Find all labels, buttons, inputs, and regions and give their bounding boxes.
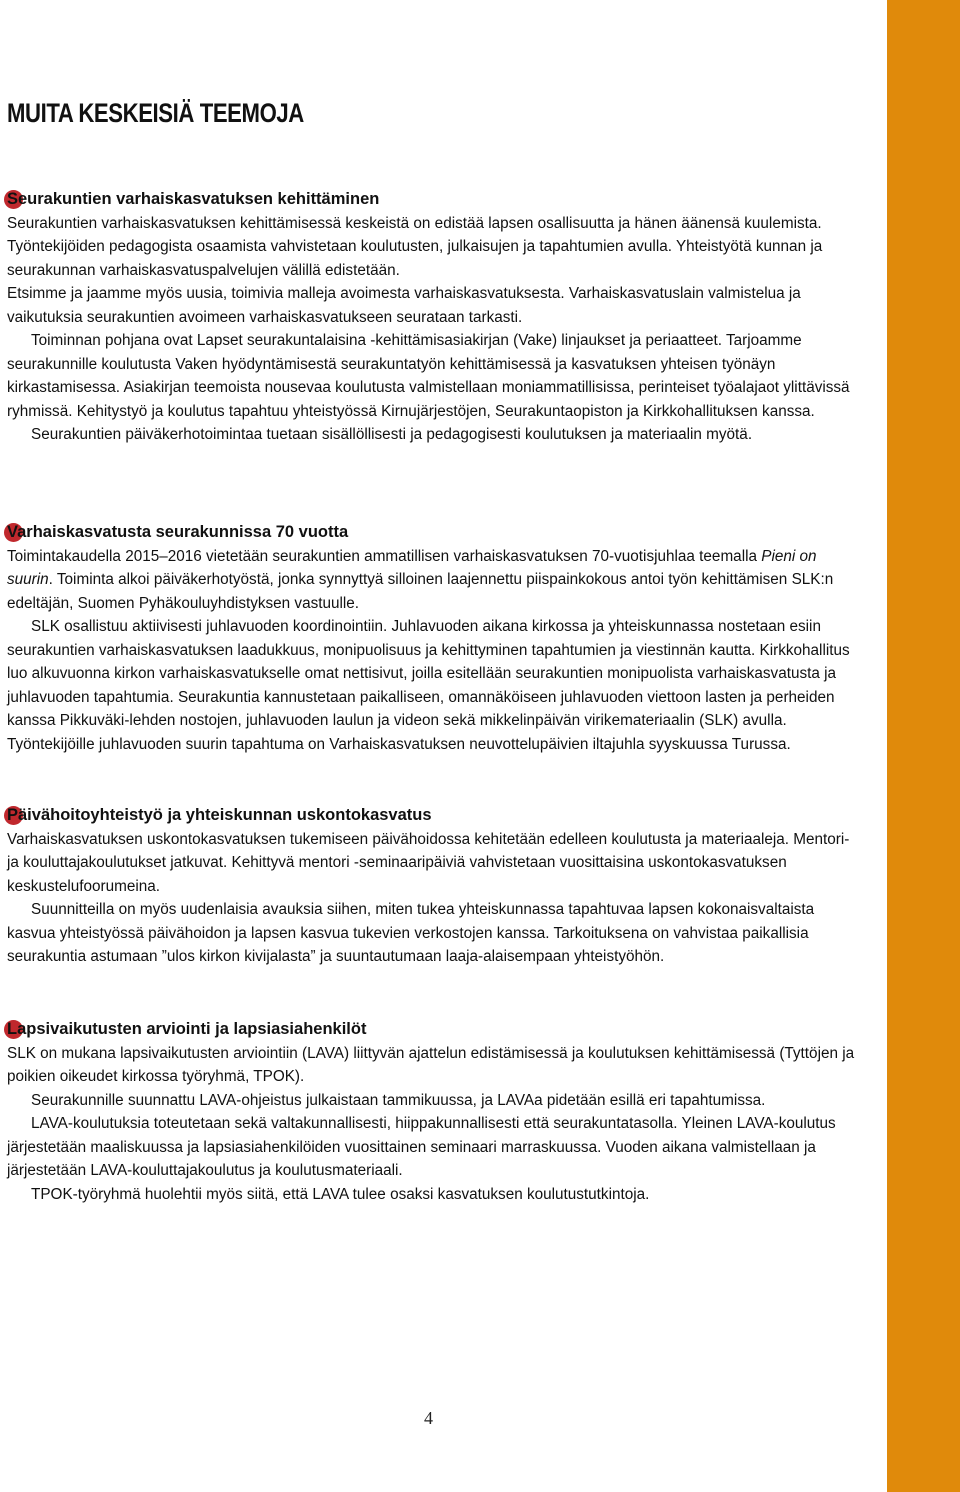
paragraph: SLK on mukana lapsivaikutusten arviointiin (LAVA) liittyvän ajattelun edistämisessä ja koulutuksen kehittämisessä (Tyttöjen ja poikien oikeudet kirkossa työryhmä, TPOK).	[7, 1044, 855, 1085]
orange-side-bar	[887, 0, 960, 1492]
section-lapsivaikutusten-arviointi	[7, 1018, 857, 1206]
section-heading: Päivähoitoyhteistyö ja yhteiskunnan uskontokasvatus	[7, 804, 857, 828]
section-paivahoitoyhteistyo	[7, 804, 857, 969]
paragraph: Seurakuntien varhaiskasvatuksen kehittämisessä keskeistä on edistää lapsen osallisuutta ja hänen äänensä kuulemista. Työntekijöiden pedagogista osaamista vahvistetaan koulutusten, julkaisujen ja tapahtumien avulla. Yhteistyötä kunnan ja seurakunnan varhaiskasvatuspalvelujen välillä edistetään.	[7, 214, 823, 279]
section-varhaiskasvatuksen-kehittaminen	[7, 188, 857, 447]
section-heading: Seurakuntien varhaiskasvatuksen kehittäminen	[7, 188, 857, 212]
paragraph: Etsimme ja jaamme myös uusia, toimivia malleja avoimesta varhaiskasvatuksesta. Varhaiskasvatuslain valmistelua ja vaikutuksia seurakuntien avoimeen varhaiskasvatukseen seurataan tarkasti.	[7, 285, 801, 326]
section-70-vuotta	[7, 521, 857, 756]
paragraph: LAVA-koulutuksia toteutetaan sekä valtakunnallisesti, hiippakunnallisesti että seurakuntatasolla. Yleinen LAVA-koulutus järjestetään maaliskuussa ja lapsiasiahenkilöiden vuosittainen seminaari marraskuussa. Vuoden aikana valmistellaan ja järjestetään LAVA-kouluttajakoulutus ja koulutusmateriaali.	[7, 1115, 836, 1179]
paragraph: Suunnitteilla on myös uudenlaisia avauksia siihen, miten tukea yhteiskunnassa tapahtuvaa lapsen kokonaisvaltaista kasvua yhteistyössä päivähoidon ja lapsen kasvua tukevien verkostojen kanssa. Tarkoituksena on vahvistaa paikallisia seurakuntia astumaan ”ulos kirkon kivijalasta” ja suuntautumaan laaja-alaisempaan yhteistyöhön.	[7, 901, 815, 965]
paragraph: Toimintakaudella 2015–2016 vietetään seurakuntien ammatillisen varhaiskasvatuksen 70-vuotisjuhlaa teemalla Pieni on suurin. Toiminta alkoi päiväkerhotyöstä, jonka synnyttyä silloinen laajennettu piispainkokous antoi työn kehittämisen SLK:n edeltäjän, Suomen Pyhäkouluyhdistyksen vastuulle.	[7, 547, 834, 612]
paragraph: SLK osallistuu aktiivisesti juhlavuoden koordinointiin. Juhlavuoden aikana kirkossa ja yhteiskunnassa nostetaan esiin seurakuntien varhaiskasvatuksen laadukkuus, monipuolisuus ja kehittyminen tapahtumien ja viestinnän kautta. Kirkkohallitus luo alkuvuonna kirkon varhaiskasvatukselle omat nettisivut, joilla esitellään seurakuntien monipuolista varhaiskasvatusta ja juhlavuoden tapahtumia. Seurakuntia kannustetaan paikalliseen, omannäköiseen juhlavuoden viettoon lasten ja perheiden kanssa Pikkuväki-lehden nostojen, juhlavuoden laulun ja videon sekä mikkelinpäivän virikemateriaalin (SLK) avulla. Työntekijöille juhlavuoden suurin tapahtuma on Varhaiskasvatuksen neuvottelupäivien iltajuhla syyskuussa Turussa.	[7, 618, 850, 753]
paragraph: Toiminnan pohjana ovat Lapset seurakuntalaisina -kehittämisasiakirjan (Vake) linjaukset ja periaatteet. Tarjoamme seurakunnille koulutusta Vaken hyödyntämisestä seurakuntatyön kehittämisessä ja kasvatuksen yhteisen työnäyn kirkastamisessa. Asiakirjan teemoista nousevaa koulutusta valmistellaan moniammatillisissa, perinteiset työalajaot ylittävissä ryhmissä. Kehitystyö ja koulutus tapahtuu yhteistyössä Kirnujärjestöjen, Seurakuntaopiston ja Kirkkohallituksen kanssa.	[7, 332, 850, 420]
paragraph: Seurakuntien päiväkerhotoimintaa tuetaan sisällöllisesti ja pedagogisesti koulutuksen ja materiaalin myötä.	[31, 426, 753, 443]
paragraph: TPOK-työryhmä huolehtii myös siitä, että LAVA tulee osaksi kasvatuksen koulutustutkintoja.	[31, 1185, 650, 1203]
page-title: MUITA KESKEISIÄ TEEMOJA	[7, 98, 304, 128]
section-heading: Varhaiskasvatusta seurakunnissa 70 vuotta	[7, 521, 857, 545]
paragraph: Seurakunnille suunnattu LAVA-ohjeistus julkaistaan tammikuussa, ja LAVAa pidetään esillä eri tapahtumissa.	[31, 1091, 766, 1109]
section-heading: Lapsivaikutusten arviointi ja lapsiasiahenkilöt	[7, 1018, 857, 1042]
paragraph: Varhaiskasvatuksen uskontokasvatuksen tukemiseen päivähoidossa kehitetään edelleen koulutusta ja materiaaleja. Mentori- ja kouluttajakoulutukset jatkuvat. Kehittyvä mentori -seminaaripäiviä vahvistetaan vuosittaisina uskontokasvatuksen keskustelufoorumeina.	[7, 830, 850, 895]
page-number: 4	[424, 1408, 433, 1428]
theme-name: Pieni on suurin	[7, 547, 817, 588]
